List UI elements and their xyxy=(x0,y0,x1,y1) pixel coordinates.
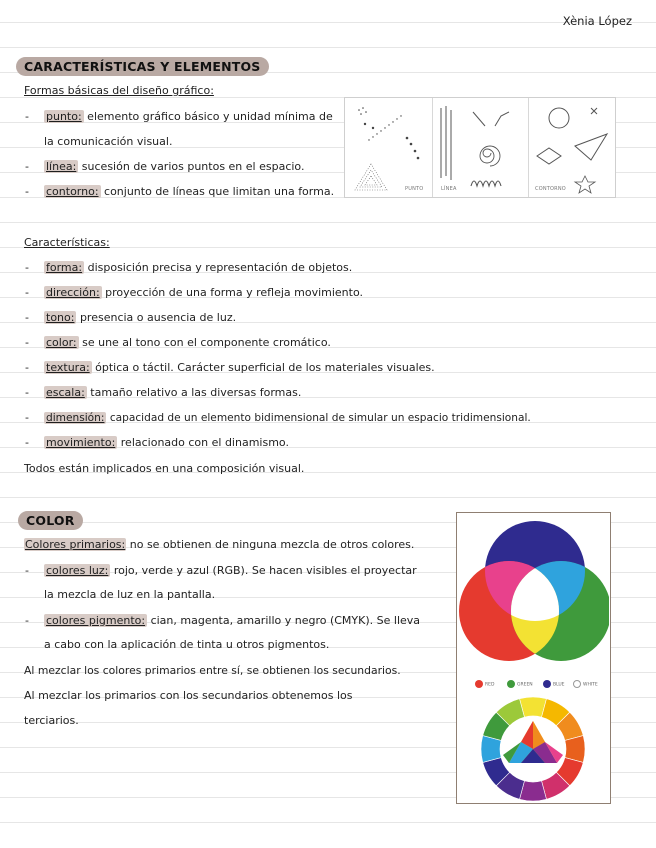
red-dot xyxy=(475,680,483,688)
bullet-dash: - xyxy=(25,614,29,627)
basic-shapes-illustration xyxy=(344,97,616,198)
legend-green xyxy=(507,680,533,688)
contours-illustration xyxy=(529,98,617,198)
colores-pigmento-cont: a cabo con la aplicación de tinta u otros pigmentos. xyxy=(44,638,330,651)
color-illustration xyxy=(456,512,611,804)
term-color: color: xyxy=(46,336,77,349)
legend-red xyxy=(475,680,494,688)
primary-heading: Colores primarios: xyxy=(25,538,126,551)
text-color: se une al tono con el componente cromático. xyxy=(78,336,331,349)
colores-luz-line xyxy=(44,564,417,578)
text-movimiento: relacionado con el dinamismo. xyxy=(117,436,289,449)
form-item-punto-cont: la comunicación visual. xyxy=(44,135,173,148)
author-name: Xènia López xyxy=(562,14,632,28)
bullet-dash: - xyxy=(25,336,29,349)
color-wheel xyxy=(457,695,609,805)
char-item-direccion xyxy=(44,286,363,300)
bullet-dash: - xyxy=(25,286,29,299)
punto-panel xyxy=(345,98,433,197)
green-dot xyxy=(507,680,515,688)
bullet-dash: - xyxy=(25,311,29,324)
legend-white xyxy=(573,680,598,688)
section-title-caracteristicas: CARACTERÍSTICAS Y ELEMENTOS xyxy=(16,57,269,76)
term-colores-pigmento: colores pigmento: xyxy=(46,614,146,627)
term-escala: escala: xyxy=(46,386,85,399)
bullet-dash: - xyxy=(25,261,29,274)
white-dot xyxy=(573,680,581,688)
linea-panel xyxy=(433,98,529,197)
blue-dot xyxy=(543,680,551,688)
text-dimension: capacidad de un elemento bidimensional de simular un espacio tridimensional. xyxy=(106,412,531,424)
term-linea: línea: xyxy=(46,160,77,173)
bullet-dash: - xyxy=(25,185,29,198)
char-item-textura xyxy=(44,361,435,375)
colores-pigmento-line xyxy=(44,614,420,628)
tertiary-text-2: terciarios. xyxy=(24,714,79,727)
term-dimension: dimensión: xyxy=(46,412,105,424)
text-colores-pigmento: cian, magenta, amarillo y negro (CMYK). Se lleva xyxy=(147,614,421,627)
term-forma: forma: xyxy=(46,261,83,274)
text-contorno: conjunto de líneas que limitan una forma. xyxy=(100,185,335,198)
bullet-dash: - xyxy=(25,386,29,399)
legend-green-label: GREEN xyxy=(517,682,533,688)
forms-heading: Formas básicas del diseño gráfico: xyxy=(24,84,214,97)
char-item-tono xyxy=(44,311,236,325)
char-item-color xyxy=(44,336,331,350)
primary-colors-line xyxy=(24,538,414,552)
bullet-dash: - xyxy=(25,436,29,449)
term-colores-luz: colores luz: xyxy=(46,564,109,577)
legend-white-label: WHITE xyxy=(583,682,598,688)
term-contorno: contorno: xyxy=(46,185,99,198)
char-item-escala xyxy=(44,386,301,400)
label-punto: PUNTO xyxy=(405,186,424,192)
secondary-text: Al mezclar los colores primarios entre sí, se obtienen los secundarios. xyxy=(24,664,401,677)
tertiary-text-1: Al mezclar los primarios con los secundarios obtenemos los xyxy=(24,689,353,702)
colores-luz-cont: la mezcla de luz en la pantalla. xyxy=(44,588,216,601)
primary-text: no se obtienen de ninguna mezcla de otros colores. xyxy=(126,538,415,551)
term-textura: textura: xyxy=(46,361,90,374)
text-linea: sucesión de varios puntos en el espacio. xyxy=(78,160,305,173)
bullet-dash: - xyxy=(25,160,29,173)
term-movimiento: movimiento: xyxy=(46,436,116,449)
text-colores-luz: rojo, verde y azul (RGB). Se hacen visibles el proyectar xyxy=(110,564,417,577)
legend-red-label: RED xyxy=(485,682,495,688)
label-contorno: CONTORNO xyxy=(535,186,566,192)
char-item-dimension xyxy=(44,411,531,425)
form-item-punto xyxy=(44,110,333,124)
term-direccion: dirección: xyxy=(46,286,100,299)
lines-illustration xyxy=(433,98,529,198)
text-direccion: proyección de una forma y refleja movimiento. xyxy=(101,286,363,299)
text-punto: elemento gráfico básico y unidad mínima de xyxy=(83,110,333,123)
characteristics-heading: Características: xyxy=(24,236,110,249)
dots-illustration xyxy=(345,98,433,198)
text-tono: presencia o ausencia de luz. xyxy=(76,311,237,324)
bullet-dash: - xyxy=(25,110,29,123)
bullet-dash: - xyxy=(25,361,29,374)
text-escala: tamaño relativo a las diversas formas. xyxy=(86,386,302,399)
text-forma: disposición precisa y representación de objetos. xyxy=(84,261,353,274)
char-item-movimiento xyxy=(44,436,289,450)
legend-blue-label: BLUE xyxy=(553,682,565,688)
bullet-dash: - xyxy=(25,564,29,577)
term-tono: tono: xyxy=(46,311,75,324)
contorno-panel xyxy=(529,98,617,197)
term-punto: punto: xyxy=(46,110,82,123)
bullet-dash: - xyxy=(25,411,29,424)
label-linea: LÍNEA xyxy=(441,186,457,192)
legend-blue xyxy=(543,680,565,688)
closing-text: Todos están implicados en una composición visual. xyxy=(24,462,305,475)
char-item-forma xyxy=(44,261,352,275)
section-title-color: COLOR xyxy=(18,511,83,530)
form-item-contorno xyxy=(44,185,334,199)
text-textura: óptica o táctil. Carácter superficial de los materiales visuales. xyxy=(91,361,435,374)
form-item-linea xyxy=(44,160,304,174)
